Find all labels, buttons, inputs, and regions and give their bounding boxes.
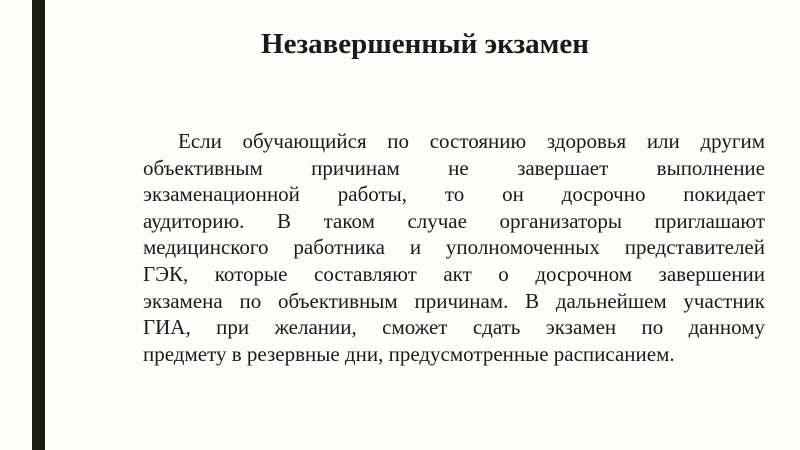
paragraph-line: медицинского работника и уполномоченных представителей xyxy=(143,235,765,260)
slide-body-paragraph xyxy=(143,128,765,367)
paragraph-line: ГЭК, которые составляют акт о досрочном завершении xyxy=(143,261,765,286)
paragraph-line: ГИА, при желании, сможет сдать экзамен по данному xyxy=(143,315,765,340)
paragraph-line: экзамена по объективным причинам. В дальнейшем участник xyxy=(143,288,765,313)
paragraph-line: экзаменационной работы, то он досрочно покидает xyxy=(143,182,765,207)
paragraph-line: объективным причинам не завершает выполнение xyxy=(143,155,765,180)
paragraph-line: аудиторию. В таком случае организаторы приглашают xyxy=(143,208,765,233)
accent-bar xyxy=(32,0,45,450)
slide-title: Незавершенный экзамен xyxy=(261,28,589,60)
paragraph-line: предмету в резервные дни, предусмотренные расписанием. xyxy=(143,341,675,366)
paragraph-line: Если обучающийся по состоянию здоровья или другим xyxy=(178,129,765,153)
